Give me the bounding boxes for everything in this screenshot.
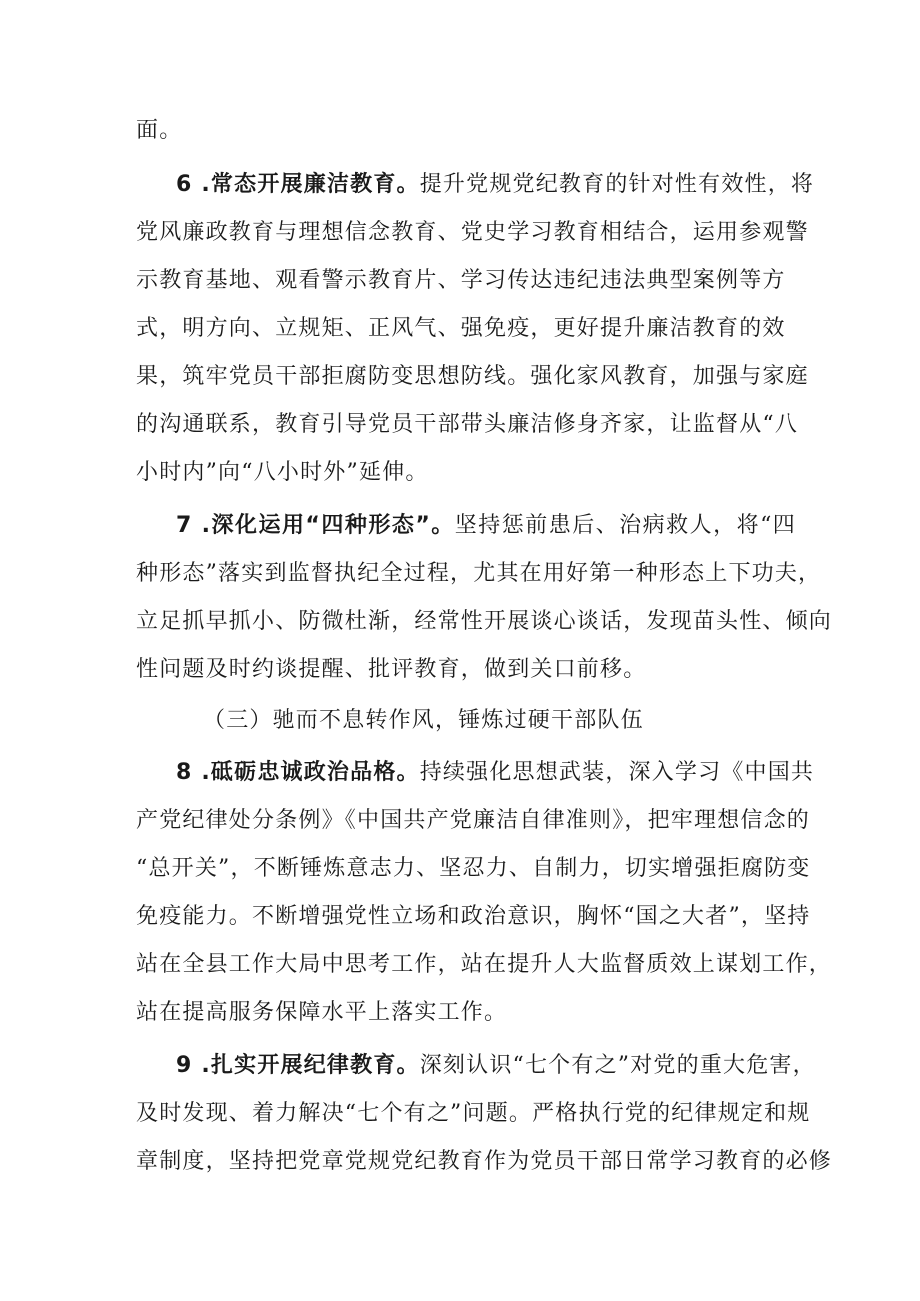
text-line: 面。 [136, 118, 183, 143]
text-line: 及时发现、着力解决“七个有之”问题。严格执行党的纪律规定和规 [136, 1101, 811, 1126]
text-line: 果，筑牢党员干部拒腐防变思想防线。强化家风教育，加强与家庭 [136, 364, 809, 389]
text-line: 章制度，坚持把党章党规党纪教育作为党员干部日常学习教育的必修 [136, 1149, 833, 1174]
text-line: 产党纪律处分条例》《中国共产党廉洁自律准则》，把牢理想信念的 [136, 808, 811, 833]
text-line: 站在提高服务保障水平上落实工作。 [136, 1000, 508, 1025]
item-7-title: 7 .深化运用“四种形态”。 [176, 513, 455, 538]
text-line: 党风廉政教育与理想信念教育、党史学习教育相结合，运用参观警 [136, 220, 809, 245]
paragraph-6-heading-line: 6 .常态开展廉洁教育。提升党规党纪教育的针对性有效性，将 [176, 172, 815, 197]
text-line: 小时内”向“八小时外”延伸。 [136, 460, 429, 485]
item-6-title: 6 .常态开展廉洁教育。 [176, 172, 420, 197]
text-line: “总开关”，不断锤炼意志力、坚忍力、自制力，切实增强拒腐防变 [136, 856, 811, 881]
text-line: 性问题及时约谈提醒、批评教育，做到关口前移。 [136, 657, 647, 682]
item-8-title: 8 .砥砺忠诚政治品格。 [176, 760, 420, 785]
paragraph-9-heading-line: 9 .扎实开展纪律教育。深刻认识“七个有之”对党的重大危害， [176, 1053, 816, 1078]
text-line: 立足抓早抓小、防微杜渐，经常性开展谈心谈话，发现苗头性、倾向 [136, 609, 833, 634]
text-line: 免疫能力。不断增强党性立场和政治意识，胸怀“国之大者”，坚持 [136, 904, 811, 929]
section-subheading: （三）驰而不息转作风，锤炼过硬干部队伍 [203, 708, 644, 733]
text-line: 的沟通联系，教育引导党员干部带头廉洁修身齐家，让监督从“八 [136, 412, 799, 437]
paragraph-7-heading-line: 7 .深化运用“四种形态”。坚持惩前患后、治病救人，将“四 [176, 513, 797, 538]
text-line: 种形态”落实到监督执纪全过程，尤其在用好第一种形态上下功夫， [136, 561, 822, 586]
text-line: 式，明方向、立规矩、正风气、强免疫，更好提升廉洁教育的效 [136, 316, 786, 341]
item-9-title: 9 .扎实开展纪律教育。 [176, 1053, 420, 1078]
text-line: 站在全县工作大局中思考工作，站在提升人大监督质效上谋划工作， [136, 952, 833, 977]
text-line: 示教育基地、观看警示教育片、学习传达违纪违法典型案例等方 [136, 268, 786, 293]
paragraph-8-heading-line: 8 .砥砺忠诚政治品格。持续强化思想武装，深入学习《中国共 [176, 760, 815, 785]
